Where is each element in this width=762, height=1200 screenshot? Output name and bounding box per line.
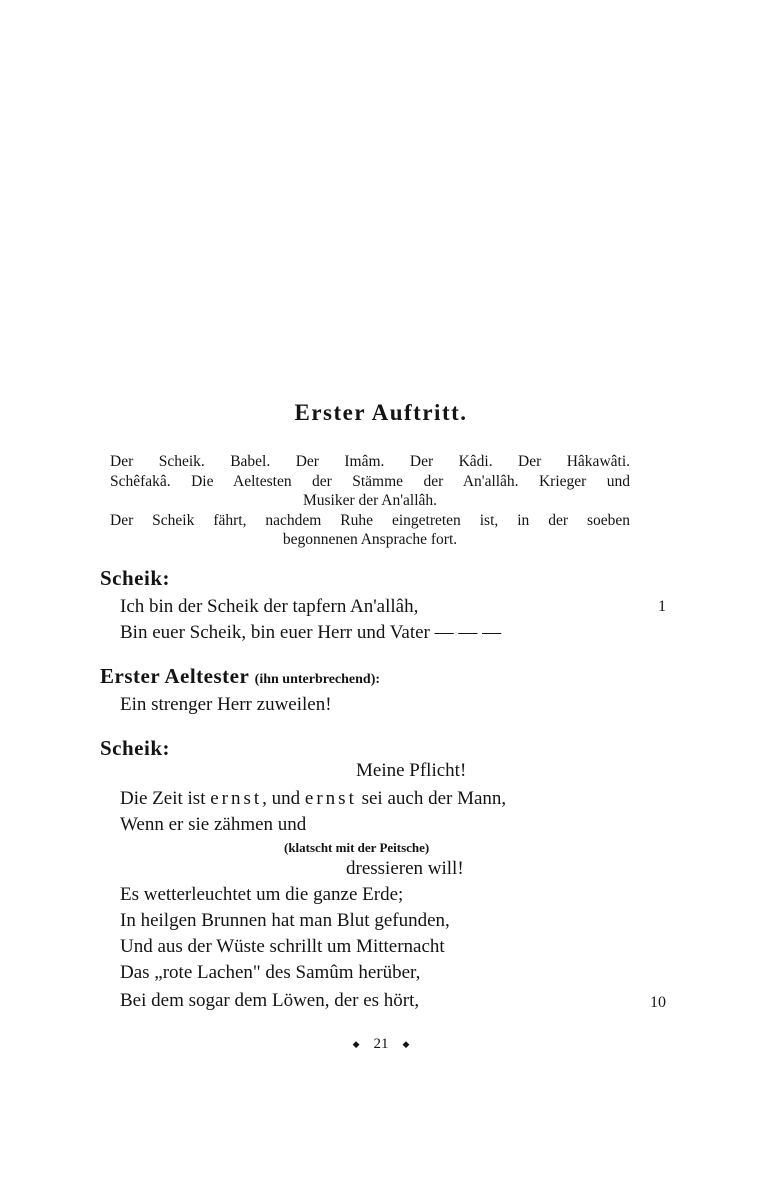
inline-stage-direction: (klatscht mit der Peitsche) xyxy=(284,840,430,855)
line-number: 1 xyxy=(658,598,666,615)
verse-line: Es wetterleuchtet um die ganze Erde; xyxy=(120,884,404,905)
stage-direction-line: Der Scheik. Babel. Der Imâm. Der Kâdi. Der Hâkawâti. xyxy=(110,453,630,470)
verse-line: Ich bin der Scheik der tapfern An'allâh, xyxy=(120,596,419,617)
speaker-name: Erster Aeltester xyxy=(100,664,249,688)
verse-line: dressieren will! xyxy=(346,858,464,879)
stage-direction-line: Musiker der An'allâh. xyxy=(302,492,438,509)
page-number: 21 xyxy=(373,1036,389,1052)
verse-fragment: Die Zeit ist xyxy=(120,788,211,809)
verse-line: Und aus der Wüste schrillt um Mitternacht xyxy=(120,936,445,957)
emphasized-word: ernst xyxy=(304,788,357,809)
page-footer xyxy=(0,1036,762,1053)
speaker-scheik: Scheik: xyxy=(100,736,171,760)
verse-line: Wenn er sie zähmen und xyxy=(120,814,307,835)
verse-line: Bin euer Scheik, bin euer Herr und Vater — — — xyxy=(120,622,502,643)
verse-line: Ein strenger Herr zuweilen! xyxy=(120,694,332,715)
verse-line: Das „rote Lachen" des Samûm herüber, xyxy=(120,962,421,983)
verse-line: Meine Pflicht! xyxy=(356,760,467,781)
verse-fragment: , und xyxy=(262,788,305,809)
ornament-icon: ◆ xyxy=(402,1039,410,1050)
speaker-direction: (ihn unterbrechend): xyxy=(254,672,381,687)
speaker-erster-aeltester xyxy=(100,664,380,689)
verse-fragment: sei auch der Mann, xyxy=(356,788,507,809)
verse-line: Bei dem sogar dem Löwen, der es hört, xyxy=(120,990,420,1011)
stage-direction xyxy=(110,452,630,550)
stage-direction-line: Schêfakâ. Die Aeltesten der Stämme der An'allâh. Krieger und xyxy=(110,472,630,490)
stage-direction-line: Der Scheik fährt, nachdem Ruhe eingetreten ist, in der soeben xyxy=(110,511,630,529)
verse-line: In heilgen Brunnen hat man Blut gefunden, xyxy=(120,910,450,931)
ornament-icon: ◆ xyxy=(352,1039,360,1050)
scene-title: Erster Auftritt. xyxy=(294,400,468,425)
speaker-scheik: Scheik: xyxy=(100,566,171,590)
line-number: 10 xyxy=(650,994,666,1011)
stage-direction-line: begonnenen Ansprache fort. xyxy=(282,531,458,548)
emphasized-word: ernst xyxy=(210,788,263,809)
verse-line xyxy=(120,788,506,810)
